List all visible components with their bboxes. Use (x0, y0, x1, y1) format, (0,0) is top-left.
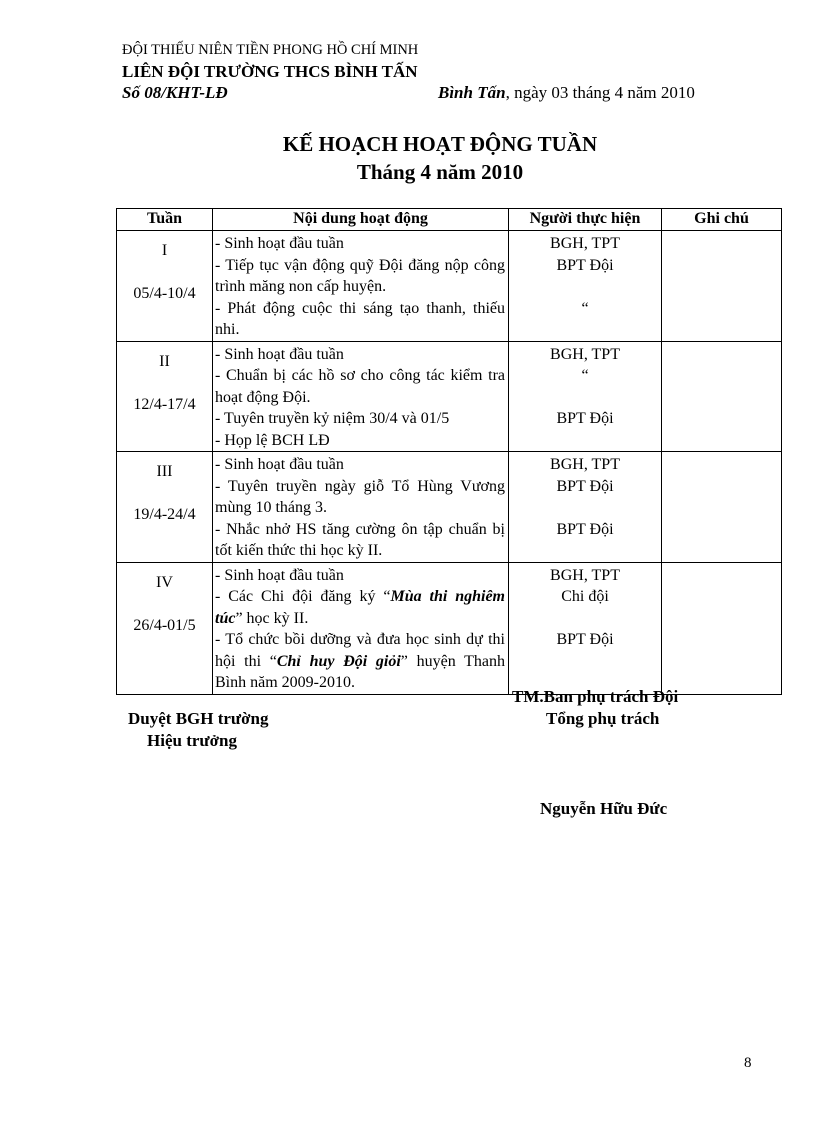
note-cell (662, 452, 782, 563)
week-number: I (161, 242, 168, 259)
header-person: Người thực hiện (509, 209, 662, 231)
week-cell (117, 231, 213, 342)
person-line: BPT Đội (556, 520, 614, 538)
person-line: BGH, TPT (550, 345, 620, 363)
week-dates: 12/4-17/4 (133, 395, 196, 413)
activity-item: - Họp lệ BCH LĐ (215, 431, 330, 449)
person-line: BPT Đội (556, 410, 614, 427)
person-cell (509, 562, 662, 694)
item-text: - Tổ chức bồi dưỡng và đưa học sinh dự thi hội thi “ (215, 631, 505, 670)
page-subtitle: Tháng 4 năm 2010 (356, 160, 524, 184)
person-cell (509, 231, 662, 342)
person-line: Chi đội (561, 588, 609, 605)
week-cell (117, 452, 213, 563)
date-text: , ngày 03 tháng 4 năm 2010 (505, 83, 695, 102)
signature-left-role: Hiệu trưởng (147, 731, 237, 750)
week-number: II (159, 352, 170, 370)
activity-item: - Sinh hoạt đầu tuần (215, 456, 344, 473)
person-line: BPT Đội (556, 631, 614, 648)
signature-left-title: Duyệt BGH trường (128, 709, 269, 728)
person-line: BGH, TPT (550, 566, 620, 584)
date-line (438, 83, 695, 103)
emphasis-text: Chỉ huy Đội giỏi (276, 652, 401, 670)
table-row (117, 231, 782, 342)
person-line: BPT Đội (556, 256, 614, 274)
person-line (510, 387, 660, 409)
person-line (510, 497, 660, 519)
person-line (510, 608, 660, 630)
activity-item: - Phát động cuộc thi sáng tạo thanh, thiếu nhi. (215, 299, 505, 338)
table-header-row (117, 209, 782, 231)
header-content: Nội dung hoạt động (213, 209, 509, 231)
content-cell (213, 452, 509, 563)
item-text: ” học kỳ II. (235, 609, 309, 627)
signature-right-role: Tổng phụ trách (546, 709, 660, 728)
table-row (117, 452, 782, 563)
note-cell (662, 562, 782, 694)
content-cell (213, 562, 509, 694)
date-place: Bình Tấn (438, 83, 506, 102)
week-cell (117, 562, 213, 694)
header-week: Tuần (117, 209, 213, 231)
content-cell (213, 341, 509, 452)
person-line: “ (581, 299, 589, 317)
person-line: BGH, TPT (550, 235, 620, 252)
activity-item: - Sinh hoạt đầu tuần (215, 566, 344, 584)
week-dates: 26/4-01/5 (133, 616, 196, 634)
person-line: BGH, TPT (550, 456, 620, 473)
person-line (510, 276, 660, 298)
item-text: ” huyện Thanh Bình năm 2009-2010. (215, 652, 506, 691)
activity-item: - Tiếp tục vận động quỹ Đội đăng nộp công trình măng non cấp huyện. (215, 256, 505, 295)
person-cell (509, 452, 662, 563)
item-text: - Các Chi đội đăng ký “ (215, 588, 391, 605)
page-title: KẾ HOẠCH HOẠT ĐỘNG TUẦN (282, 132, 598, 156)
content-cell (213, 231, 509, 342)
person-line: BPT Đội (556, 477, 614, 495)
org-line-1: ĐỘI THIẾU NIÊN TIỀN PHONG HỒ CHÍ MINH (122, 42, 419, 58)
week-dates: 19/4-24/4 (133, 506, 196, 523)
signature-right-title: TM.Ban phụ trách Đội (512, 687, 679, 706)
week-number: IV (156, 573, 173, 591)
table-row (117, 562, 782, 694)
week-cell (117, 341, 213, 452)
document-number: Số 08/KHT-LĐ (122, 83, 228, 102)
activity-item (215, 629, 505, 694)
person-line: “ (581, 367, 589, 384)
week-number: III (156, 463, 173, 480)
note-cell (662, 231, 782, 342)
activity-item (215, 586, 505, 629)
header-note: Ghi chú (662, 209, 782, 231)
note-cell (662, 341, 782, 452)
signature-right-name: Nguyễn Hữu Đức (540, 799, 668, 818)
page-number: 8 (744, 1055, 752, 1071)
week-dates: 05/4-10/4 (133, 285, 196, 302)
org-line-2: LIÊN ĐỘI TRƯỜNG THCS BÌNH TẤN (122, 62, 418, 81)
activity-item: - Tuyên truyền ngày giỗ Tổ Hùng Vương mùng 10 tháng 3. (215, 477, 505, 516)
activity-item: - Chuẩn bị các hồ sơ cho công tác kiểm tra hoạt động Đội. (215, 367, 505, 406)
table-row (117, 341, 782, 452)
activity-item: - Nhắc nhở HS tăng cường ôn tập chuẩn bị tốt kiến thức thi học kỳ II. (215, 520, 505, 559)
activity-item: - Tuyên truyền kỷ niệm 30/4 và 01/5 (215, 410, 450, 427)
activity-item: - Sinh hoạt đầu tuần (215, 235, 344, 252)
activity-plan-table (116, 208, 782, 695)
emphasis-text: Mùa thi nghiêm túc (215, 588, 506, 627)
activity-item: - Sinh hoạt đầu tuần (215, 345, 344, 363)
person-cell (509, 341, 662, 452)
